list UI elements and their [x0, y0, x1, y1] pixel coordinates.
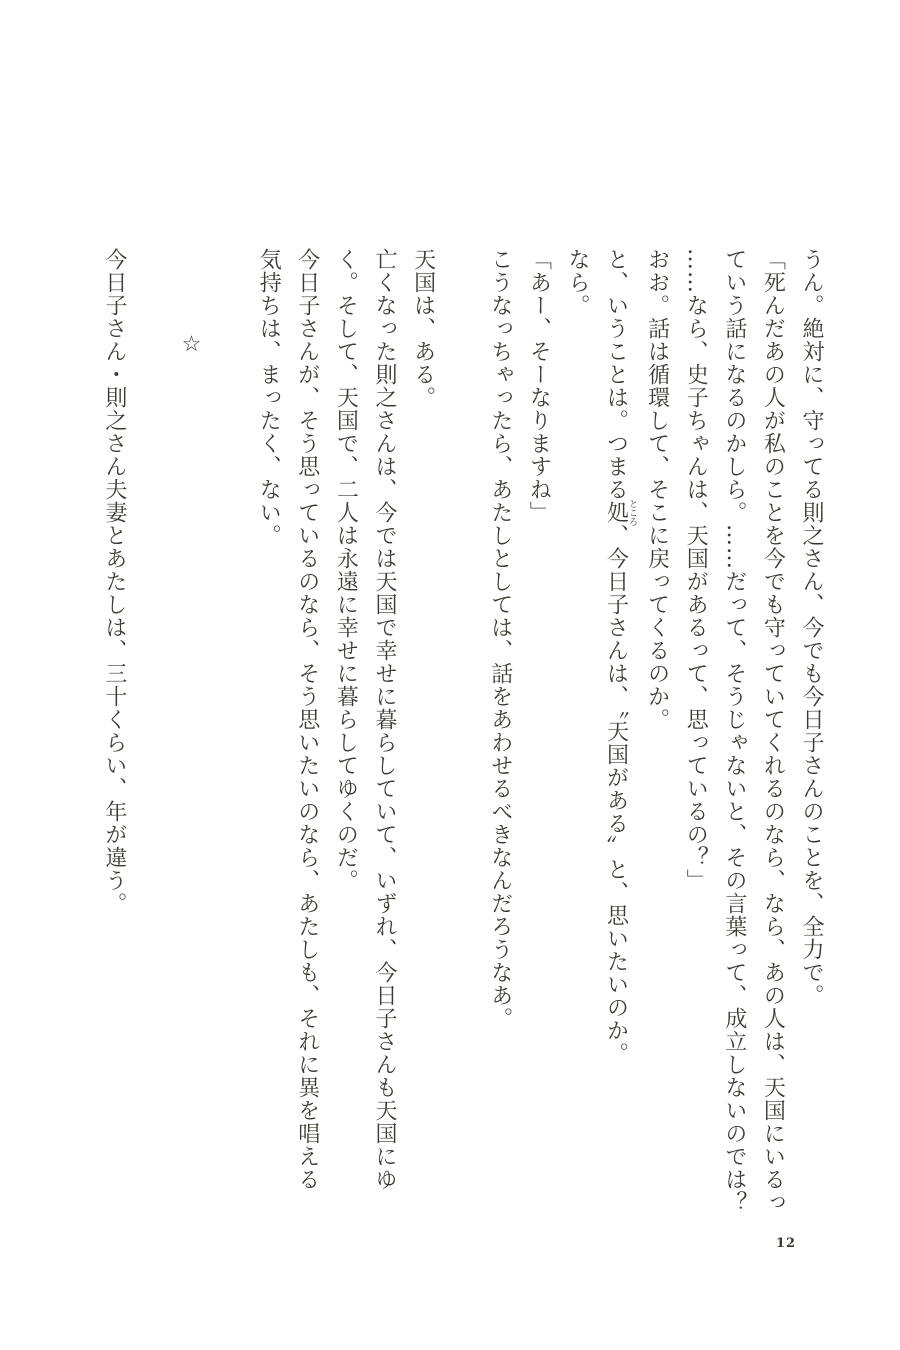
text-line: 今日子さんが、そう思っているのなら、そう思いたいのなら、あたしも、それに異を唱える: [294, 248, 320, 1191]
text-line: 亡くなった則之さんは、今では天国で幸せに暮らしていて、いずれ、今日子さんも天国にゆ: [371, 248, 397, 1191]
text-line: おお。話は循環して、そこに戻ってくるのか。: [644, 248, 670, 731]
blank-line: [210, 248, 249, 1248]
text-line: こうなっちゃったら、あたしとしては、話をあわせるべきなんだろうなあ。: [487, 248, 513, 1030]
text-segment: 、今日子さんは、〝天国がある〟と、思いたいのか。: [603, 524, 629, 1065]
ruby-word: [603, 499, 638, 526]
vertical-text-body: [94, 248, 830, 1248]
ruby-reading: ところ: [627, 499, 638, 526]
blank-line: [133, 248, 172, 1248]
text-segment: と、いうことは。つまる: [603, 248, 629, 501]
text-line: 「死んだあの人が私のことを今でも守っていてくれるのなら、なら、あの人は、天国にいるっ: [760, 248, 786, 1214]
text-line: なら。: [564, 248, 590, 317]
text-line: 気持ちは、まったく、ない。: [256, 248, 282, 547]
text-line: 天国は、ある。: [410, 248, 436, 409]
text-line: ……なら、史子ちゃんは、天国があるって、思っているの？」: [683, 248, 709, 892]
text-line: うん。絶対に、守ってる則之さん、今でも今日子さんのことを、全力で。: [799, 248, 824, 1007]
text-line: く。そして、天国で、二人は永遠に幸せに暮らしてゆくのだ。: [333, 248, 359, 892]
text-line: ていう話になるのかしら。……だって、そうじゃないと、その言葉って、成立しないのでは？: [721, 248, 747, 1214]
text-line-with-ruby: [596, 248, 637, 1248]
blank-line: [442, 248, 481, 1248]
section-break-star: ☆: [179, 332, 204, 358]
page-number: 12: [776, 1236, 797, 1251]
text-line: 「あー、そーなりますね」: [526, 248, 552, 524]
ruby-base: 処: [603, 499, 629, 526]
text-line: 今日子さん・則之さん夫妻とあたしは、三十くらい、年が違う。: [101, 248, 127, 915]
